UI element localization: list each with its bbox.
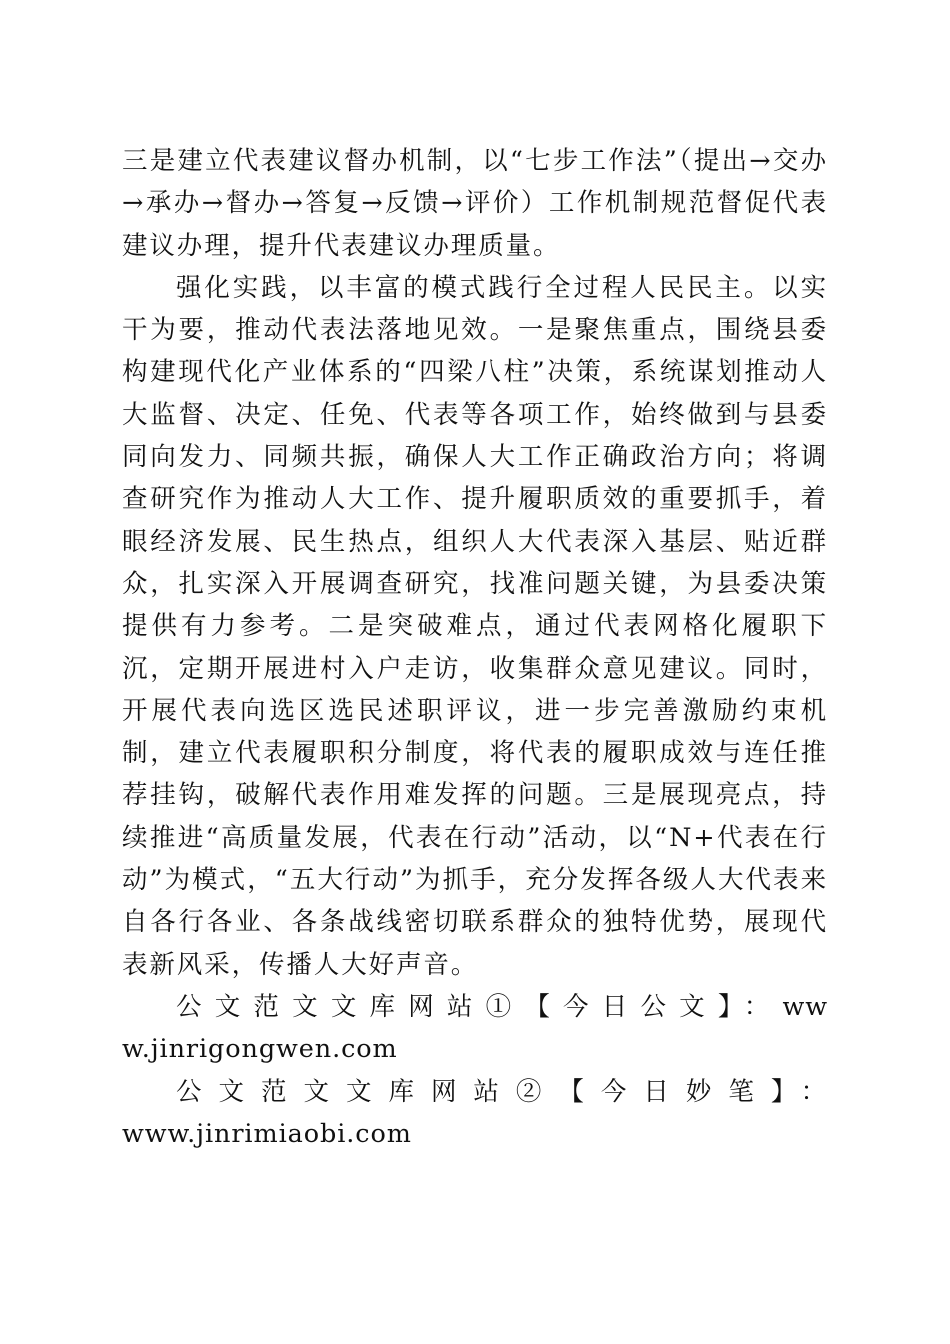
document-page <box>122 140 828 1155</box>
footer-site-1 <box>122 986 828 1071</box>
footer-site-1-label: 公文范文文库网站①【今日公文】： <box>176 991 783 1022</box>
footer-site-2 <box>122 1071 828 1156</box>
footer-site-2-label: 公文范文文库网站②【今日妙笔】： <box>176 1076 828 1107</box>
footer-site-1-url[interactable]: www.jinrigongwen.com <box>122 991 828 1065</box>
footer-site-2-url[interactable]: www.jinrimiaobi.com <box>122 1118 412 1149</box>
paragraph-practice: 强化实践，以丰富的模式践行全过程人民民主。以实干为要，推动代表法落地见效。一是聚焦重点，围绕县委构建现代化产业体系的“四梁八柱”决策，系统谋划推动人大监督、决定、任免、代表等各项工作，始终做到与县委同向发力、同频共振，确保人大工作正确政治方向；将调查研究作为推动人大工作、提升履职质效的重要抓手，着眼经济发展、民生热点，组织人大代表深入基层、贴近群众，扎实深入开展调查研究，找准问题关键，为县委决策提供有力参考。二是突破难点，通过代表网格化履职下沉，定期开展进村入户走访，收集群众意见建议。同时，开展代表向选区选民述职评议，进一步完善激励约束机制，建立代表履职积分制度，将代表的履职成效与连任推荐挂钩，破解代表作用难发挥的问题。三是展现亮点，持续推进“高质量发展，代表在行动”活动，以“N+代表在行动”为模式，“五大行动”为抓手，充分发挥各级人大代表来自各行各业、各条战线密切联系群众的独特优势，展现代表新风采，传播人大好声音。 <box>122 272 828 980</box>
paragraph-mechanism: 三是建立代表建议督办机制，以“七步工作法”（提出→交办→承办→督办→答复→反馈→评价）工作机制规范督促代表建议办理，提升代表建议办理质量。 <box>122 146 828 261</box>
